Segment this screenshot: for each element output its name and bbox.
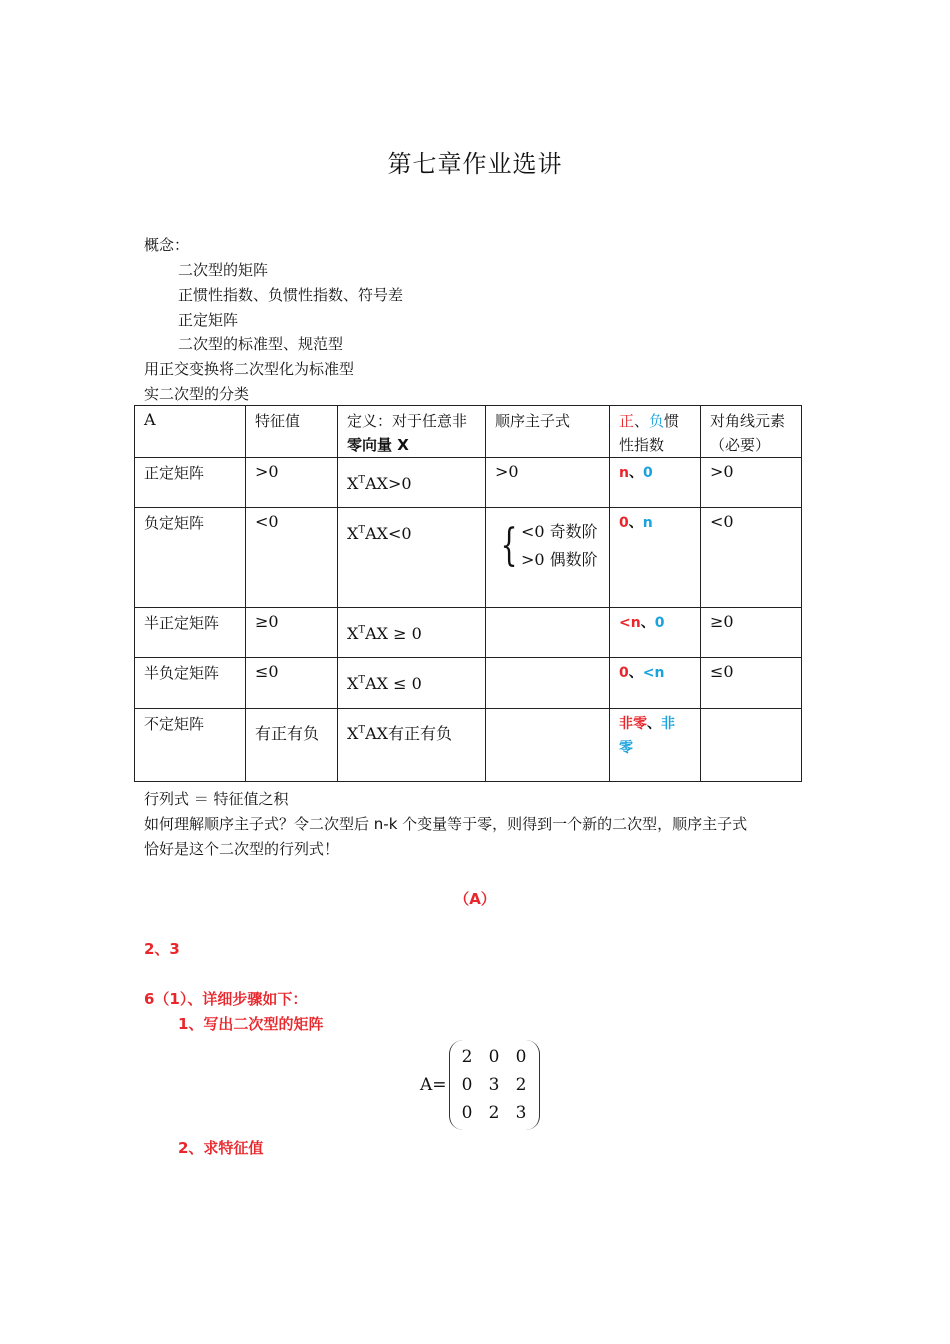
concept-item: 正定矩阵 — [178, 311, 239, 329]
step-1: 1、写出二次型的矩阵 — [178, 1015, 324, 1033]
row-inertia: <n、0 — [610, 608, 701, 658]
row-eigen: <0 — [255, 512, 279, 531]
header-eigen: 特征值 — [246, 406, 338, 458]
header-minor: 顺序主子式 — [486, 406, 610, 458]
table-row — [135, 709, 802, 782]
row-name: 半正定矩阵 — [135, 608, 246, 658]
matrix-a — [420, 1040, 540, 1130]
problems-2-3: 2、3 — [144, 940, 180, 958]
row-inertia: 非零、非 零 — [610, 709, 701, 782]
row-diagonal: <0 — [710, 512, 734, 531]
row-inertia: n、0 — [610, 458, 701, 508]
row-eigen: ≤0 — [255, 662, 279, 681]
matrix-body: 2 0 0 0 3 2 0 2 3 — [449, 1040, 540, 1130]
row-definition: $X^TAX>0$ — [347, 474, 412, 493]
header-definition: 定义：对于任意非 零向量 X — [338, 406, 486, 458]
row-diagonal — [701, 709, 802, 782]
row-inertia: 0、<n — [610, 658, 701, 709]
row-minor — [486, 658, 610, 709]
row-eigen: ≥0 — [255, 612, 279, 631]
row-name: 不定矩阵 — [135, 709, 246, 782]
row-minor — [486, 608, 610, 658]
orthogonal-line: 用正交变换将二次型化为标准型 — [144, 360, 355, 378]
row-name: 正定矩阵 — [135, 458, 246, 508]
matrix-label: A= — [420, 1075, 447, 1095]
row-definition: $X^TAX<0$ — [347, 524, 412, 543]
row-minor — [486, 709, 610, 782]
row-definition: $X^TAX \ge 0$ — [347, 624, 422, 643]
concept-item: 二次型的标准型、规范型 — [178, 335, 344, 353]
row-eigen: 有正有负 — [255, 724, 320, 743]
table-row — [135, 458, 802, 508]
table-row — [135, 608, 802, 658]
row-eigen: >0 — [255, 462, 279, 481]
minor-explanation: 如何理解顺序主子式？令二次型后 n-k 个变量等于零，则得到一个新的二次型，顺序主子式 — [144, 815, 748, 833]
concept-heading: 概念： — [144, 236, 190, 254]
header-diagonal: 对角线元素 （必要） — [701, 406, 802, 458]
page-title: 第七章作业选讲 — [387, 150, 563, 178]
classification-table — [134, 405, 802, 782]
table-row — [135, 508, 802, 608]
row-diagonal: ≥0 — [710, 612, 734, 631]
header-inertia: 正、负惯 性指数 — [610, 406, 701, 458]
row-diagonal: >0 — [710, 462, 734, 481]
problem-6-heading: 6（1）、详细步骤如下： — [144, 990, 308, 1008]
minor-explanation: 恰好是这个二次型的行列式！ — [144, 840, 340, 858]
row-definition: $X^TAX \le 0$ — [347, 674, 422, 693]
row-inertia: 0、n — [610, 508, 701, 608]
concept-item: 二次型的矩阵 — [178, 261, 269, 279]
row-minor: { <0 奇数阶 >0 偶数阶 — [500, 520, 598, 571]
classification-heading: 实二次型的分类 — [144, 385, 250, 403]
header-a: A — [144, 410, 156, 429]
row-name: 负定矩阵 — [135, 508, 246, 608]
section-a-heading: （A） — [454, 890, 496, 908]
table-row — [135, 658, 802, 709]
row-minor: >0 — [495, 462, 519, 481]
row-diagonal: ≤0 — [710, 662, 734, 681]
determinant-line: 行列式 ＝ 特征值之积 — [144, 790, 289, 808]
concept-item: 正惯性指数、负惯性指数、符号差 — [178, 286, 404, 304]
row-name: 半负定矩阵 — [135, 658, 246, 709]
row-definition: $X^TAX$有正有负 — [347, 724, 453, 743]
step-2: 2、求特征值 — [178, 1139, 264, 1157]
